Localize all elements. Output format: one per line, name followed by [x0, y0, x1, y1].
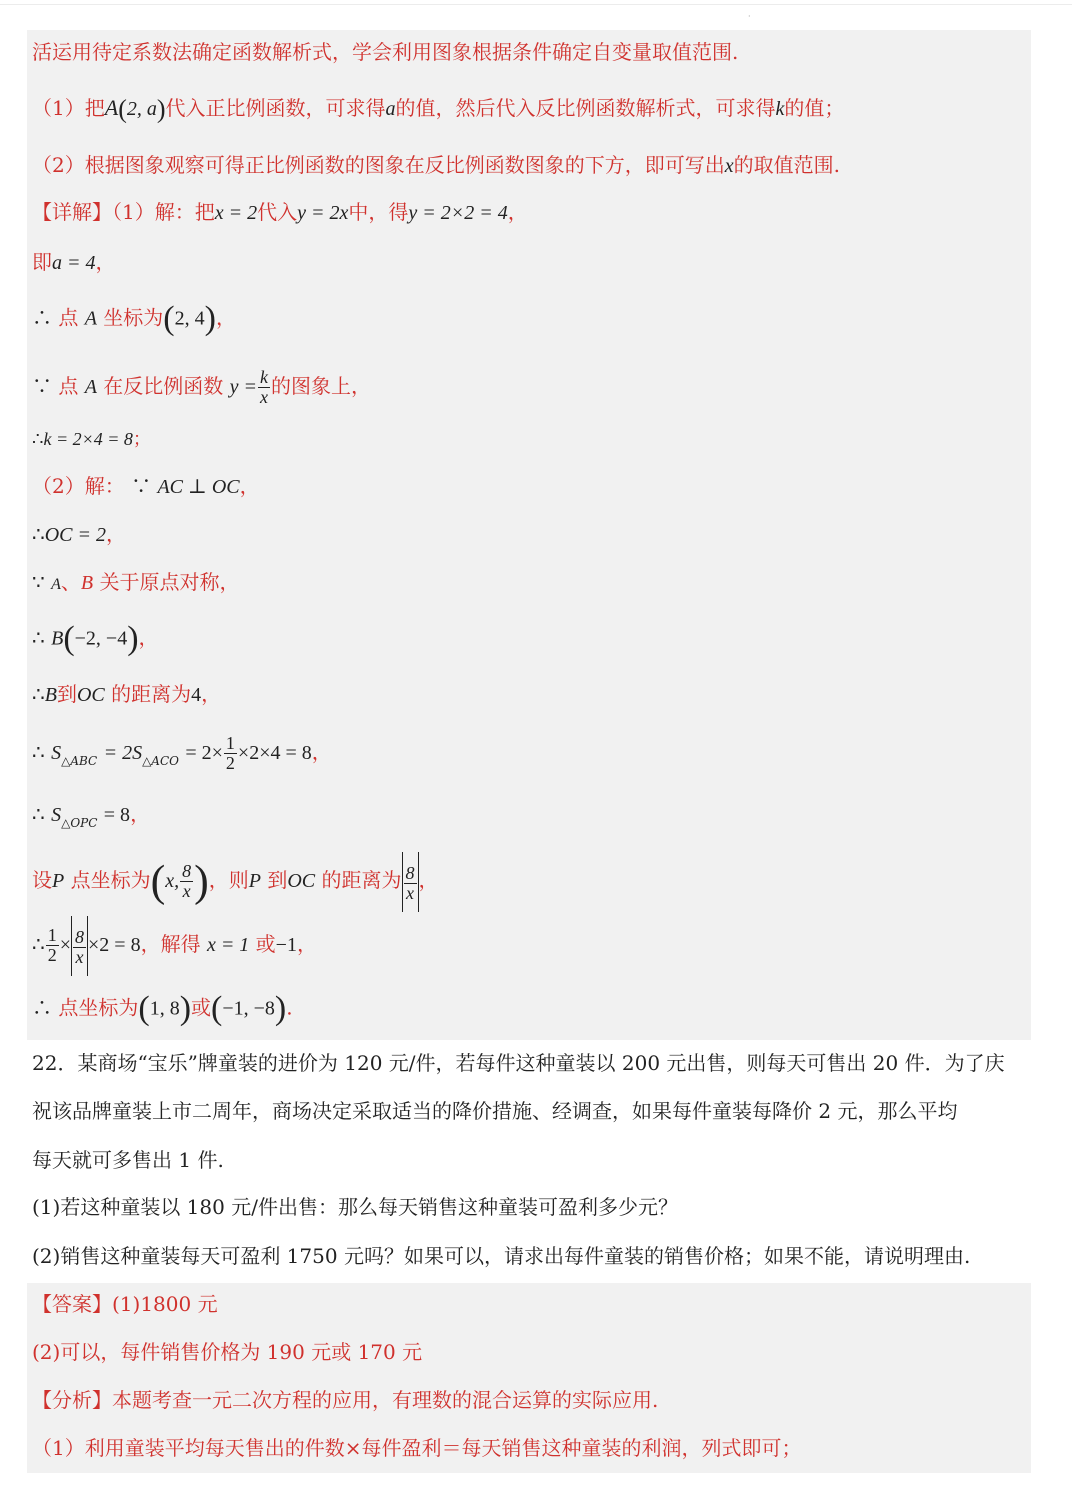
- punct: ，: [296, 932, 317, 956]
- question-22-sub-2: (2)销售这种童装每天可盈利 1750 元吗？如果可以，请求出每件童装的销售价格；如果不能，请说明理由.: [32, 1244, 971, 1268]
- punct: .: [286, 995, 293, 1020]
- frac-numerator: 1: [225, 733, 235, 753]
- punct: ，: [239, 474, 260, 498]
- frac-numerator: 8: [405, 862, 415, 883]
- detail-text-a: （1）解：把: [112, 200, 215, 224]
- part-2-line: [32, 472, 260, 501]
- detail-text-b: 代入: [257, 200, 298, 224]
- analysis-step-1: （1）利用童装平均每天售出的件数×每件盈利＝每天销售这种童装的利润，列式即可；: [32, 1436, 802, 1460]
- area-symbol: S: [51, 804, 62, 826]
- coord-2: −1, −8: [222, 997, 275, 1020]
- answer-line-1: [32, 1290, 218, 1318]
- point-a: A: [84, 376, 97, 398]
- sub-aco: △ACO: [142, 754, 179, 768]
- point-p: P: [52, 870, 65, 892]
- intro-line: 活运用待定系数法确定函数解析式，学会利用图象根据条件确定自变量取值范围.: [32, 40, 739, 64]
- area-eq-a: = 2S: [103, 742, 143, 764]
- solve-line: [32, 914, 317, 974]
- sub-abc: △ABC: [61, 754, 98, 768]
- frac-denominator: 2: [225, 753, 235, 773]
- frac-denominator: 2: [47, 945, 57, 965]
- hint-2-text-a: （2）根据图象观察可得正比例函数的图象在反比例函数图象的下方，即可写出: [32, 153, 725, 177]
- segment-oc: OC: [76, 684, 105, 706]
- question-22-line-1: 22．某商场“宝乐”牌童装的进价为 120 元/件，若每件这种童装以 200 元出售，则每天可售出 20 件．为了庆: [32, 1051, 1005, 1075]
- therefore-symbol: ∴: [32, 740, 45, 764]
- text-coord: 坐标为: [103, 305, 164, 330]
- answer-tag: 【答案】: [32, 1292, 112, 1316]
- solve-eq: ×2 = 8: [88, 934, 141, 956]
- k-over-x-fraction: [258, 368, 270, 407]
- punct: ，: [95, 250, 116, 274]
- top-divider: [0, 4, 1072, 5]
- point-p-line: 设P 点坐标为(x, $\frac{8}{x}$ )，则P 到OC 的距离为 $\frac{8}{x}$ ，: [32, 850, 439, 910]
- detail-eq-1: x = 2: [214, 202, 258, 224]
- frac-numerator: k: [260, 367, 269, 387]
- therefore-symbol: ∴: [32, 305, 52, 330]
- detail-eq-3: y = 2×2 = 4: [408, 202, 508, 224]
- oc-equation: OC = 2: [44, 524, 107, 546]
- point-b-coords: −2, −4: [74, 627, 128, 650]
- detail-tag: 【详解】: [32, 200, 112, 224]
- absolute-value: [71, 916, 88, 976]
- text-or: 或: [191, 995, 212, 1020]
- k-value-line: [32, 425, 151, 454]
- punct: ，: [418, 868, 439, 892]
- absolute-value: [402, 852, 419, 912]
- answer-line-2: (2)可以，每件销售价格为 190 元或 170 元: [32, 1340, 423, 1364]
- text-solve: ，解得: [140, 932, 201, 956]
- point-a: A: [51, 576, 61, 593]
- punct: ，: [215, 305, 236, 330]
- opc-equation: = 8: [103, 804, 131, 826]
- hint-1-text-c: 的值；: [784, 96, 845, 120]
- text-let: 设: [32, 868, 52, 892]
- symmetry-line: [32, 568, 239, 599]
- point-b-line: ∴ B(−2, −4)，: [32, 620, 159, 657]
- because-symbol: ∵: [32, 374, 52, 398]
- a-value-line: [32, 248, 116, 277]
- detail-text-c: 中，得: [348, 200, 409, 224]
- speck: ·: [748, 12, 751, 21]
- question-22-line-3: 每天就可多售出 1 件.: [32, 1148, 224, 1172]
- times-sign: ×: [59, 934, 72, 956]
- var-k: k: [775, 98, 785, 120]
- hint-1: （1）把A(2, a)代入正比例函数，可求得a的值，然后代入反比例函数解析式，可求得k的值；: [32, 94, 845, 124]
- frac-denominator: x: [260, 387, 269, 407]
- solution-2: −1: [275, 934, 297, 956]
- frac-numerator: 8: [182, 861, 192, 881]
- frac-numerator: 8: [75, 926, 85, 947]
- coord-1: 1, 8: [149, 997, 180, 1020]
- punct: ，: [130, 802, 151, 826]
- text-coord: 点坐标为: [70, 868, 151, 892]
- point-a-coords: 2, 4: [174, 307, 205, 330]
- text-inverse: 在反比例函数: [103, 374, 224, 398]
- area-eq-b: = 2×: [185, 742, 223, 764]
- detail-eq-2: y = 2x: [297, 202, 349, 224]
- solution-1: x = 1: [206, 934, 250, 956]
- text-then: ，则: [208, 868, 249, 892]
- detail-line: [32, 198, 528, 227]
- punct: ，: [106, 522, 127, 546]
- point-b: B: [44, 684, 57, 706]
- because-symbol: ∵: [32, 570, 45, 594]
- text-or: 或: [255, 932, 276, 956]
- a-equation: a = 4: [52, 252, 96, 274]
- therefore-symbol: ∴: [32, 682, 45, 706]
- frac-denominator: x: [75, 946, 84, 967]
- punct: ，: [201, 682, 222, 706]
- area-symbol: S: [51, 742, 62, 764]
- point-b: B: [80, 572, 94, 594]
- therefore-symbol: ∴: [32, 522, 45, 546]
- final-line: ∴ 点坐标为(1, 8)或(−1, −8).: [32, 990, 293, 1027]
- text-symmetric: 关于原点对称，: [99, 570, 240, 594]
- therefore-symbol: ∴: [32, 995, 52, 1020]
- text-distance: 的距离为: [111, 682, 192, 706]
- text-point: 点: [58, 374, 79, 398]
- text-on-graph: 的图象上，: [271, 374, 372, 398]
- area-eq-c: ×2×4 = 8: [237, 742, 312, 764]
- point-a: A: [84, 307, 97, 330]
- analysis-text: 本题考查一元二次方程的应用，有理数的混合运算的实际应用.: [112, 1388, 659, 1412]
- opc-area-line: [32, 800, 150, 837]
- var-a: a: [385, 98, 396, 120]
- hint-1-label: （1）把: [32, 96, 105, 120]
- therefore-symbol: ∴: [32, 802, 45, 826]
- analysis-tag: 【分析】: [32, 1388, 112, 1412]
- var-x: x: [724, 155, 734, 177]
- therefore-symbol: ∴: [32, 625, 45, 650]
- therefore-symbol: ∴: [32, 932, 45, 956]
- answer-1: (1)1800 元: [112, 1292, 218, 1316]
- text-to: 到: [267, 868, 288, 892]
- frac-numerator: 1: [47, 925, 57, 945]
- half-fraction: [224, 734, 237, 773]
- punct: ，: [138, 625, 159, 650]
- perpendicular-eq: AC ⊥ OC: [157, 476, 240, 498]
- question-22-line-2: 祝该品牌童装上市二周年，商场决定采取适当的降价措施、经调查，如果每件童装每降价 2 元，那么平均: [32, 1099, 958, 1123]
- hint-1-text-b: 的值，然后代入反比例函数解析式，可求得: [395, 96, 776, 120]
- question-22-sub-1: (1)若这种童装以 180 元/件出售：那么每天销售这种童装可盈利多少元？: [32, 1195, 678, 1219]
- part-2-label: （2）解：: [32, 474, 125, 498]
- point-p: P: [248, 870, 261, 892]
- on-graph-line: [32, 358, 371, 414]
- distance-value: 4: [191, 684, 202, 706]
- frac-denominator: x: [182, 881, 191, 901]
- point-a-line: ∴ 点 A 坐标为(2, 4)，: [32, 300, 236, 337]
- frac-denominator: x: [406, 882, 415, 903]
- point-a-coords: 2, a: [126, 98, 157, 120]
- y-equals: y =: [229, 376, 258, 398]
- because-symbol: ∵: [131, 474, 152, 498]
- text-point: 点: [58, 305, 79, 330]
- sub-opc: △OPC: [61, 816, 98, 830]
- therefore-symbol: ∴: [32, 429, 44, 450]
- half-fraction: [46, 926, 59, 965]
- hint-2-text-b: 的取值范围.: [733, 153, 840, 177]
- text-coord: 点坐标为: [58, 995, 139, 1020]
- punct: ；: [132, 429, 151, 450]
- separator: 、: [60, 570, 81, 594]
- hint-2: [32, 151, 840, 180]
- punct: ，: [311, 740, 332, 764]
- k-equation: k = 2×4 = 8: [43, 429, 133, 449]
- point-b: B: [51, 627, 64, 650]
- oc-line: [32, 520, 126, 549]
- 8-over-x-fraction: [180, 862, 193, 901]
- area-line: [32, 724, 332, 780]
- text-to: 到: [56, 682, 77, 706]
- detail-text-d: ，: [507, 200, 528, 224]
- distance-line: [32, 680, 221, 709]
- p-x: x,: [165, 870, 180, 892]
- segment-oc: OC: [287, 870, 316, 892]
- analysis-line: [32, 1386, 658, 1414]
- hint-1-text-a: 代入正比例函数，可求得: [165, 96, 386, 120]
- ji-label: 即: [32, 250, 52, 274]
- point-a: A: [104, 95, 119, 120]
- text-distance: 的距离为: [321, 868, 402, 892]
